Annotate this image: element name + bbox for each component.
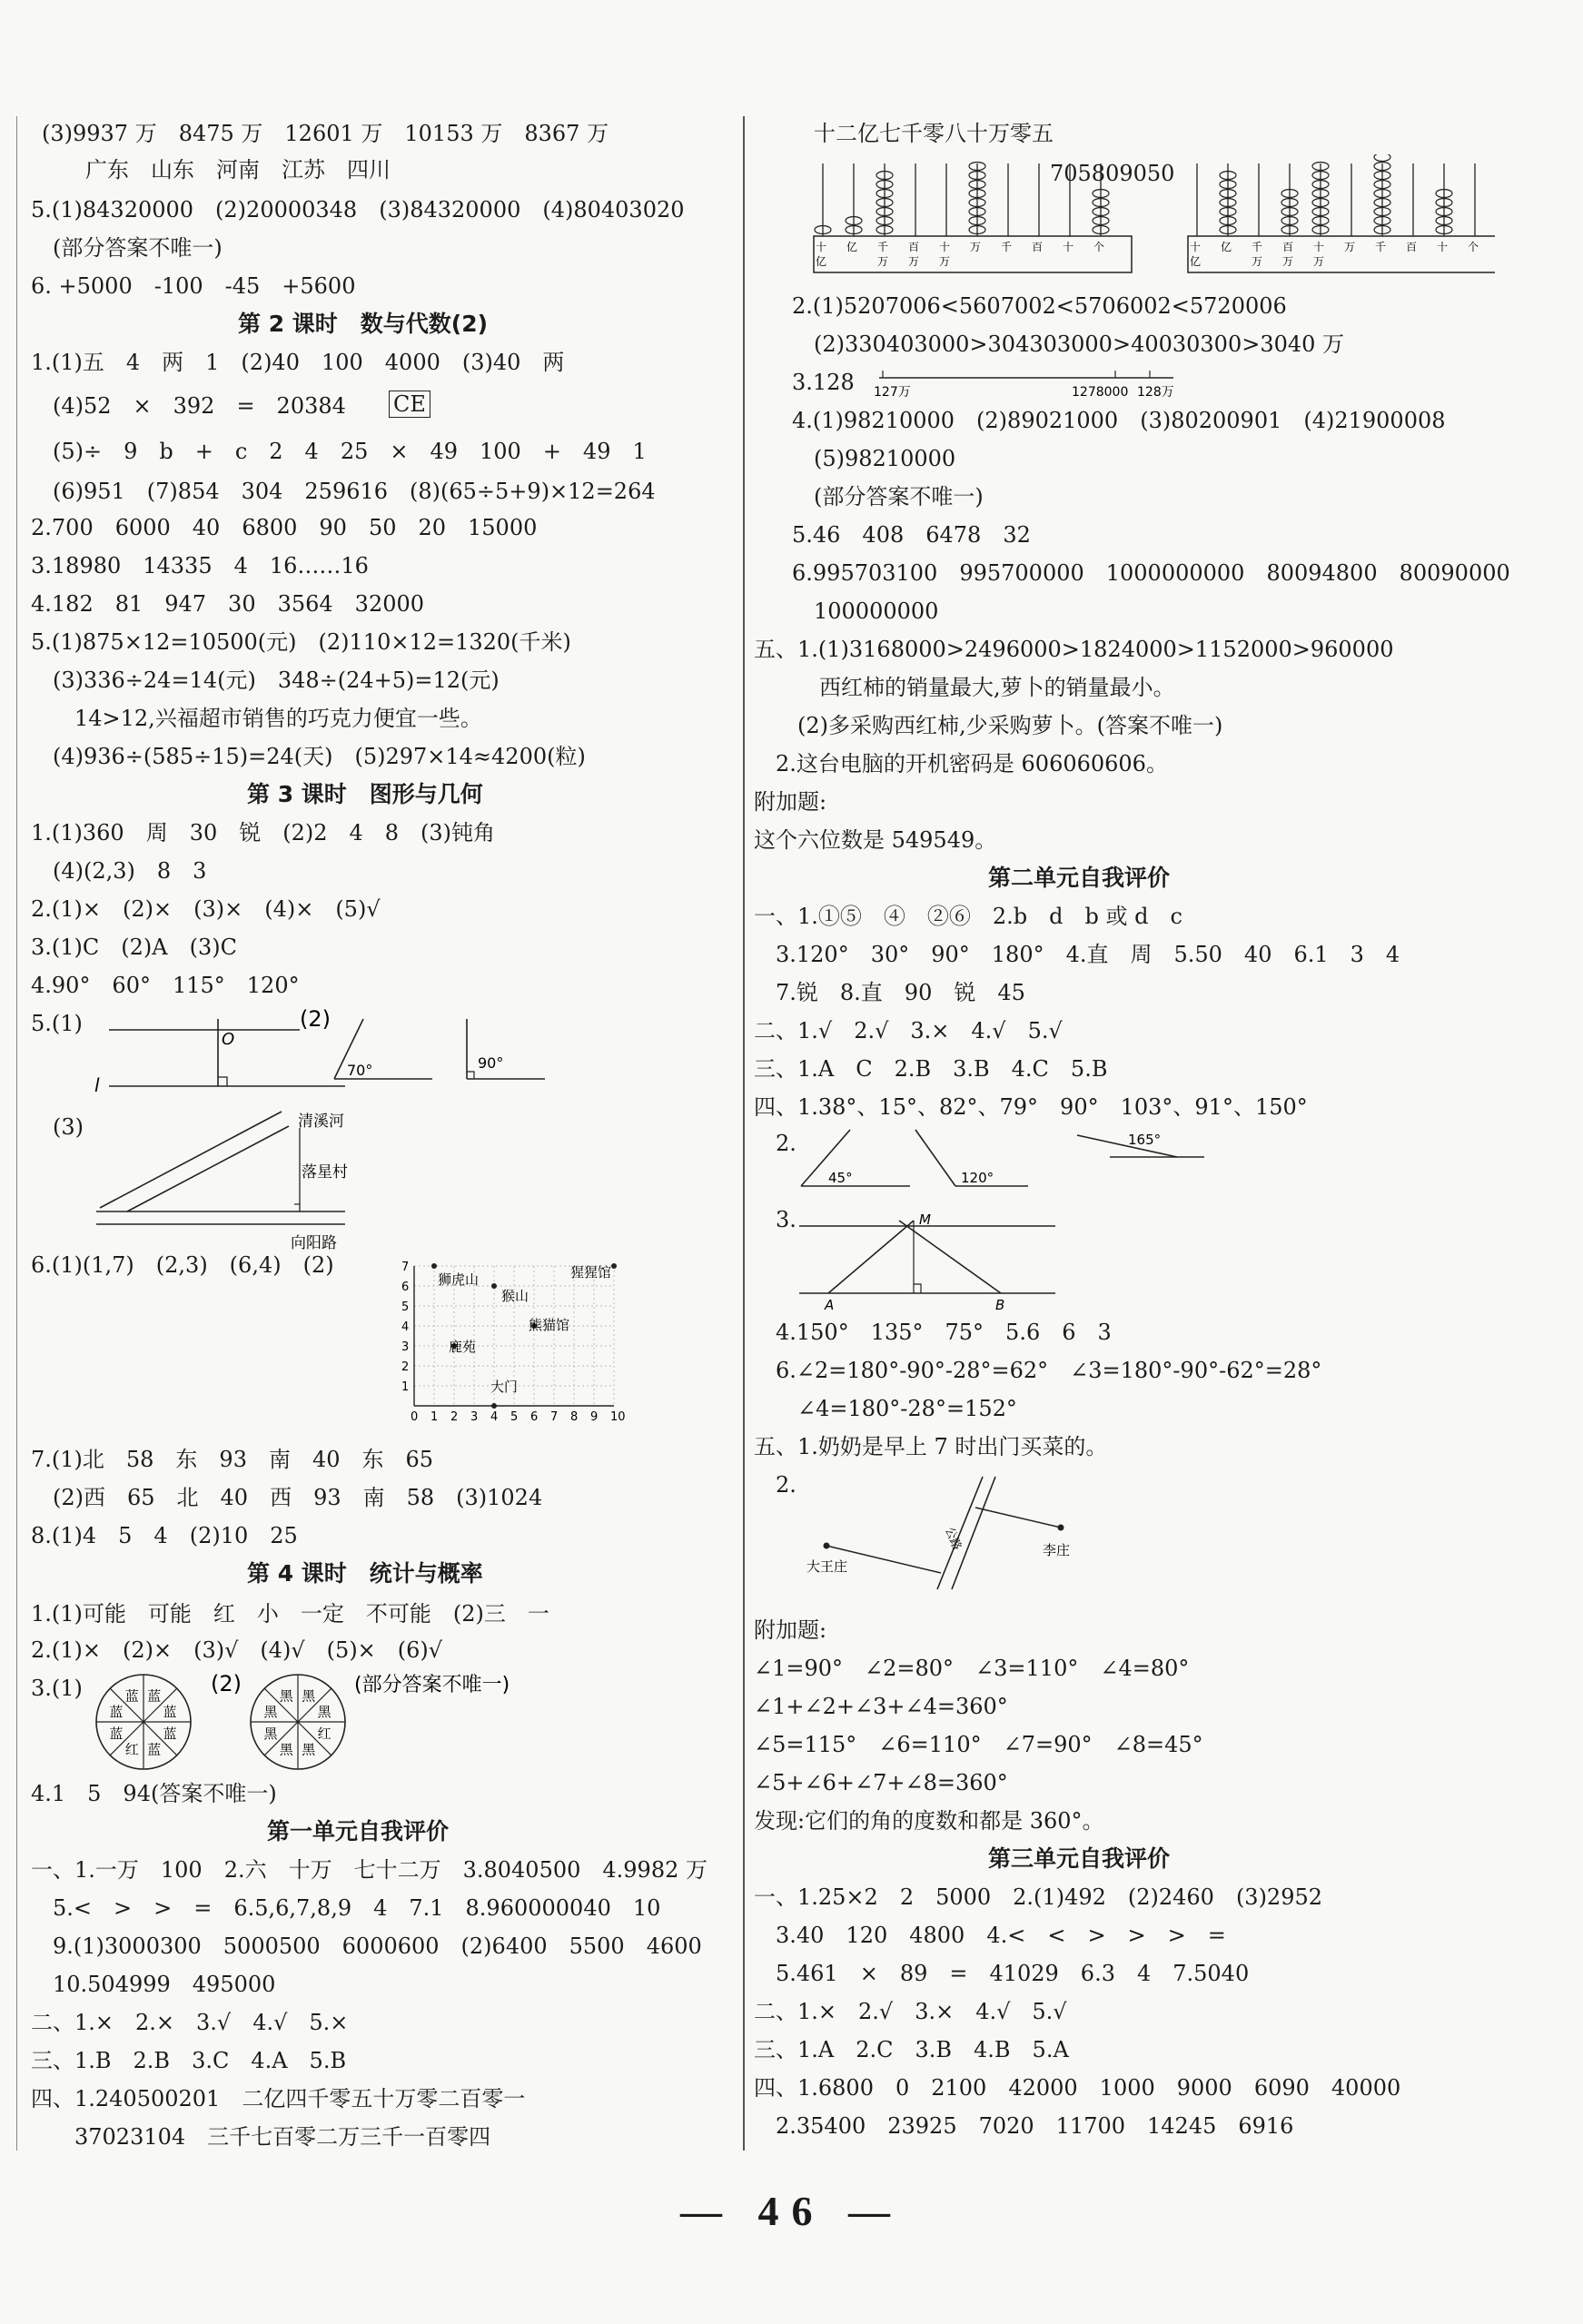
answer-line: 8.(1)4 5 4 (2)10 25 — [31, 1523, 298, 1548]
answer-line: (6)951 (7)854 304 259616 (8)(65÷5+9)×12=264 — [31, 479, 656, 504]
nl-right-label: 128万 — [1137, 385, 1174, 400]
gate-label: 大门 — [490, 1379, 519, 1395]
x-tick-label: 2 — [450, 1410, 459, 1424]
abacus-col-label: 万 — [908, 255, 920, 268]
answer-line: ∠5=115° ∠6=110° ∠7=90° ∠8=45° — [754, 1732, 1203, 1757]
answer-line: 3.128 — [792, 370, 855, 395]
q3-note: (部分答案不唯一) — [354, 1674, 510, 1696]
section-heading: 第 4 课时 统计与概率 — [247, 1560, 483, 1587]
answer-line: 一、1.一万 100 2.六 十万 七十二万 3.8040500 4.9982 万 — [31, 1857, 707, 1883]
spinner-label: 蓝 — [109, 1703, 124, 1720]
spinner-label: 红 — [124, 1741, 139, 1758]
answer-line: (4)936÷(585÷15)=24(天) (5)297×14≈4200(粒) — [31, 744, 586, 769]
answer-line: 4.(1)98210000 (2)89021000 (3)80200901 (4)21900008 — [792, 408, 1446, 433]
answer-line: 5.< > > = 6.5,6,7,8,9 4 7.1 8.960000040 10 — [31, 1895, 661, 1921]
section-heading: 第 3 课时 图形与几何 — [247, 781, 483, 807]
angle-90-label: 90° — [478, 1054, 504, 1072]
abacus-col-label: 千 — [1252, 241, 1263, 253]
answer-line: 三、1.A 2.C 3.B 4.B 5.A — [754, 2037, 1069, 2062]
spinner-label: 黑 — [302, 1741, 316, 1758]
answer-line: 3.40 120 4800 4.< < > > > = — [754, 1923, 1226, 1948]
answer-line: (2)西 65 北 40 西 93 南 58 (3)1024 — [31, 1485, 543, 1510]
answer-line: 5.(1) — [31, 1011, 83, 1036]
answer-line: 二、1.× 2.× 3.√ 4.√ 5.× — [31, 2010, 349, 2035]
answer-line: 3.(1) — [31, 1676, 83, 1701]
grid-point — [491, 1403, 497, 1409]
abacus-col-label: 万 — [1344, 241, 1356, 253]
answer-line: 6.995703100 995700000 1000000000 80094800 80090000 — [792, 560, 1510, 586]
x-tick-label: 8 — [570, 1410, 579, 1424]
nl-mid-label: 1278000 — [1072, 385, 1129, 400]
ce-box: CE — [389, 391, 430, 418]
river-map-figure — [91, 1099, 400, 1271]
spinner-label: 黑 — [302, 1687, 316, 1705]
answer-line: 2.700 6000 40 6800 90 50 20 15000 — [31, 515, 538, 540]
answer-line: (3)336÷24=14(元) 348÷(24+5)=12(元) — [31, 668, 500, 693]
answer-line: 二、1.× 2.√ 3.× 4.√ 5.√ — [754, 1999, 1067, 2024]
abacus-col-label: 个 — [1468, 241, 1479, 253]
nl-left-label: 127万 — [874, 385, 911, 400]
answer-line: (3)9937 万 8475 万 12601 万 10153 万 8367 万 — [42, 121, 609, 146]
abacus-frame — [1188, 236, 1495, 272]
answer-line: (4)52 × 392 = 20384 — [31, 393, 346, 419]
village-label: 落星村 — [302, 1163, 348, 1182]
page-number-value: 46 — [757, 2188, 826, 2234]
answer-line: 西红柿的销量最大,萝卜的销量最小。 — [754, 675, 1175, 700]
abacus-col-label: 百 — [1032, 241, 1044, 253]
angle-120-label: 120° — [961, 1170, 994, 1186]
x-tick-label: 6 — [530, 1410, 539, 1424]
x-tick-label: 7 — [550, 1410, 559, 1424]
abacus-col-label: 十 — [1190, 241, 1202, 253]
spinner-label: 蓝 — [124, 1687, 139, 1705]
river-label: 清溪河 — [298, 1113, 344, 1131]
q3-2-label: (2) — [211, 1671, 242, 1696]
answer-line: 附加题: — [754, 789, 827, 815]
perpendicular-figure — [91, 999, 636, 1108]
spinner-label: 蓝 — [109, 1726, 124, 1743]
abacus-col-label: 百 — [1406, 241, 1418, 253]
left-margin-rule — [16, 116, 17, 2151]
road-figure — [801, 1471, 1128, 1598]
abacus-col-label: 十 — [939, 241, 951, 253]
answer-line: 4.90° 60° 115° 120° — [31, 973, 300, 998]
answer-line: 四、1.240500201 二亿四千零五十万零二百零一 — [31, 2086, 526, 2111]
abacus-col-label: 万 — [877, 255, 889, 268]
point-o-label: O — [222, 1030, 235, 1049]
answer-line: 三、1.A C 2.B 3.B 4.C 5.B — [754, 1056, 1108, 1082]
dawang-label: 大王庄 — [806, 1558, 848, 1575]
y-tick-label: 7 — [401, 1261, 410, 1274]
answer-line: 10.504999 495000 — [31, 1972, 276, 1997]
answer-line: 十二亿七千零八十万零五 — [814, 121, 1054, 146]
answer-line: 2. — [754, 1472, 796, 1498]
road-label: 向阳路 — [291, 1234, 337, 1252]
answer-line: 37023104 三千七百零二万三千一百零四 — [31, 2124, 491, 2150]
panda-hall-label: 熊猫馆 — [529, 1317, 570, 1333]
abacus-col-label: 万 — [939, 255, 951, 268]
abacus-col-label: 十 — [1313, 241, 1325, 253]
answer-line: ∠5+∠6+∠7+∠8=360° — [754, 1770, 1008, 1795]
number-line — [874, 365, 1182, 405]
answer-line: 5.(1)84320000 (2)20000348 (3)84320000 (4)80403020 — [31, 197, 685, 223]
x-tick-label: 10 — [610, 1410, 626, 1424]
abacus-col-label: 十 — [816, 241, 827, 253]
y-tick-label: 3 — [401, 1340, 410, 1354]
answer-line: 1.(1)可能 可能 红 小 一定 不可能 (2)三 一 — [31, 1601, 549, 1627]
answer-line: 1.(1)360 周 30 锐 (2)2 4 8 (3)钝角 — [31, 820, 496, 846]
answer-line: 一、1.25×2 2 5000 2.(1)492 (2)2460 (3)2952 — [754, 1884, 1323, 1910]
abacus-col-label: 万 — [1282, 255, 1294, 268]
y-tick-label: 4 — [401, 1320, 410, 1334]
spinner-label: 黑 — [279, 1741, 293, 1758]
answer-line: 二、1.√ 2.√ 3.× 4.√ 5.√ — [754, 1018, 1063, 1043]
abacus-col-label: 百 — [1282, 241, 1294, 253]
point-a-label: A — [825, 1297, 835, 1313]
abacus-col-label: 万 — [1252, 255, 1263, 268]
answer-line: 3.18980 14335 4 16……16 — [31, 553, 369, 579]
answer-line: (2)多采购西红柿,少采购萝卜。(答案不唯一) — [754, 713, 1223, 738]
x-tick-label: 3 — [470, 1410, 479, 1424]
answer-line: 4.1 5 94(答案不唯一) — [31, 1781, 277, 1806]
abacus-col-label: 千 — [877, 241, 889, 253]
x-tick-label: 4 — [490, 1410, 499, 1424]
answer-line: 5.(1)875×12=10500(元) (2)110×12=1320(千米) — [31, 629, 571, 655]
answer-line: 发现:它们的角的度数和都是 360°。 — [754, 1808, 1104, 1834]
answer-line: 4.150° 135° 75° 5.6 6 3 — [754, 1320, 1112, 1345]
answer-line: 6. +5000 -100 -45 +5600 — [31, 273, 356, 299]
grid-point — [611, 1263, 617, 1269]
abacus-col-label: 万 — [970, 241, 982, 253]
abacus-col-label: 千 — [1001, 241, 1013, 253]
answer-line: 2.(1)5207006<5607002<5706002<5720006 — [792, 293, 1287, 319]
answer-line: 一、1.①⑤ ④ ②⑥ 2.b d b 或 d c — [754, 904, 1182, 929]
answer-line: 附加题: — [754, 1617, 827, 1643]
x-tick-label: 9 — [590, 1410, 599, 1424]
angle-drawings — [792, 1117, 1264, 1208]
answer-line: 四、1.38°、15°、82°、79° 90° 103°、91°、150° — [754, 1094, 1308, 1120]
spinner-label: 蓝 — [163, 1726, 177, 1743]
answer-line: (3) — [31, 1114, 84, 1140]
answer-line: 100000000 — [792, 598, 939, 624]
answer-line: 7.(1)北 58 东 93 南 40 东 65 — [31, 1447, 434, 1472]
abacus-col-label: 亿 — [1190, 255, 1202, 268]
abacus-col-label: 千 — [1375, 241, 1387, 253]
spinner-label: 蓝 — [163, 1703, 177, 1720]
abacus-col-label: 亿 — [1221, 241, 1232, 253]
section-heading: 第一单元自我评价 — [267, 1818, 450, 1844]
x-tick-label: 5 — [510, 1410, 519, 1424]
answer-line: 6.∠2=180°-90°-28°=62° ∠3=180°-90°-62°=28° — [754, 1358, 1322, 1383]
answer-line: 2.(1)× (2)× (3)√ (4)√ (5)× (6)√ — [31, 1637, 443, 1663]
road-label-r: 公路 — [942, 1525, 964, 1553]
spinner-label: 红 — [317, 1726, 331, 1743]
line-l-label: l — [94, 1074, 100, 1096]
answer-line: 7.锐 8.直 90 锐 45 — [754, 980, 1025, 1005]
q5-2-label: (2) — [300, 1006, 331, 1032]
y-tick-label: 5 — [401, 1300, 410, 1314]
abacus-col-label: 万 — [1313, 255, 1325, 268]
monkey-hill-label: 猴山 — [501, 1288, 529, 1304]
answer-line: 9.(1)3000300 5000500 6000600 (2)6400 5500 4600 — [31, 1933, 702, 1959]
answer-line: 这个六位数是 549549。 — [754, 827, 997, 853]
column-divider — [743, 116, 745, 2151]
answer-line: 五、1.奶奶是早上 7 时出门买菜的。 — [754, 1434, 1108, 1459]
spinner-label: 黑 — [317, 1703, 331, 1720]
answer-line: ∠1+∠2+∠3+∠4=360° — [754, 1694, 1008, 1719]
abacus-col-label: 百 — [908, 241, 920, 253]
point-m-label: M — [919, 1211, 931, 1228]
abacus-col-label: 十 — [1437, 241, 1449, 253]
grid-point — [491, 1283, 497, 1289]
x-tick-label: 0 — [411, 1410, 419, 1424]
answer-line: 3.120° 30° 90° 180° 4.直 周 5.50 40 6.1 3 4 — [754, 942, 1400, 967]
x-tick-label: 1 — [430, 1410, 439, 1424]
spinner-figure — [87, 1667, 596, 1776]
y-tick-label: 6 — [401, 1281, 410, 1294]
lion-hill-label: 狮虎山 — [438, 1271, 480, 1288]
spinner-label: 黑 — [263, 1726, 278, 1743]
lizhuang-label: 李庄 — [1043, 1542, 1071, 1558]
answer-line: 3.(1)C (2)A (3)C — [31, 935, 237, 960]
triangle-figure — [792, 1208, 1083, 1317]
answer-line: (部分答案不唯一) — [792, 484, 984, 509]
answer-line: 广东 山东 河南 江苏 四川 — [42, 157, 391, 183]
answer-line: (5)÷ 9 b + c 2 4 25 × 49 100 + 49 1 — [31, 439, 647, 464]
section-heading: 第 2 课时 数与代数(2) — [238, 311, 489, 337]
abacus-figures — [805, 154, 1495, 282]
deer-garden-label: 鹿苑 — [449, 1339, 477, 1355]
answer-line: 1.(1)五 4 两 1 (2)40 100 4000 (3)40 两 — [31, 350, 565, 375]
answer-line: ∠4=180°-28°=152° — [754, 1396, 1017, 1421]
gorilla-hall-label: 猩猩馆 — [570, 1264, 612, 1281]
answer-line: 三、1.B 2.B 3.C 4.A 5.B — [31, 2048, 347, 2073]
angle-70-label: 70° — [347, 1062, 373, 1079]
spinner-label: 蓝 — [147, 1687, 162, 1705]
answer-line: (2)330403000>304303000>40030300>3040 万 — [792, 331, 1345, 357]
spinner-label: 蓝 — [147, 1741, 162, 1758]
section-heading: 第三单元自我评价 — [988, 1845, 1171, 1872]
answer-line: (4)(2,3) 8 3 — [31, 858, 207, 884]
answer-line: 3. — [754, 1207, 796, 1232]
answer-line: 4.182 81 947 30 3564 32000 — [31, 591, 425, 617]
answer-line: 2.(1)× (2)× (3)× (4)× (5)√ — [31, 896, 381, 922]
abacus-col-label: 个 — [1093, 241, 1105, 253]
spinner-label: 黑 — [279, 1687, 293, 1705]
y-tick-label: 2 — [401, 1360, 410, 1374]
abacus-col-label: 亿 — [816, 255, 827, 268]
page-number: — 46 — — [680, 2188, 903, 2234]
answer-line: 2.35400 23925 7020 11700 14245 6916 — [754, 2113, 1294, 2139]
angle-45-label: 45° — [828, 1170, 853, 1186]
answer-line: 14>12,兴福超市销售的巧克力便宜一些。 — [31, 706, 482, 731]
answer-line: 5.46 408 6478 32 — [792, 522, 1031, 548]
answer-line: (部分答案不唯一) — [31, 235, 223, 261]
section-heading: 第二单元自我评价 — [988, 865, 1171, 891]
zoo-grid-figure — [396, 1253, 641, 1426]
answer-line: 五、1.(1)3168000>2496000>1824000>1152000>960000 — [754, 637, 1394, 662]
abacus-col-label: 亿 — [846, 241, 858, 253]
answer-line: 5.461 × 89 = 41029 6.3 4 7.5040 — [754, 1961, 1250, 1986]
angle-165-label: 165° — [1128, 1132, 1162, 1148]
answer-line: 四、1.6800 0 2100 42000 1000 9000 6090 40000 — [754, 2075, 1401, 2101]
answer-line: (5)98210000 — [792, 446, 956, 471]
answer-line: 705809050 — [1050, 161, 1175, 186]
spinner-label: 黑 — [263, 1703, 278, 1720]
grid-point — [431, 1263, 437, 1269]
answer-line: 2. — [754, 1131, 796, 1156]
abacus-bead — [1374, 154, 1390, 162]
answer-line: 6.(1)(1,7) (2,3) (6,4) (2) — [31, 1252, 334, 1278]
y-tick-label: 1 — [401, 1380, 410, 1394]
abacus-col-label: 十 — [1063, 241, 1074, 253]
answer-line: ∠1=90° ∠2=80° ∠3=110° ∠4=80° — [754, 1656, 1190, 1681]
answer-line: 2.这台电脑的开机密码是 606060606。 — [754, 751, 1168, 776]
point-b-label: B — [995, 1297, 1005, 1313]
